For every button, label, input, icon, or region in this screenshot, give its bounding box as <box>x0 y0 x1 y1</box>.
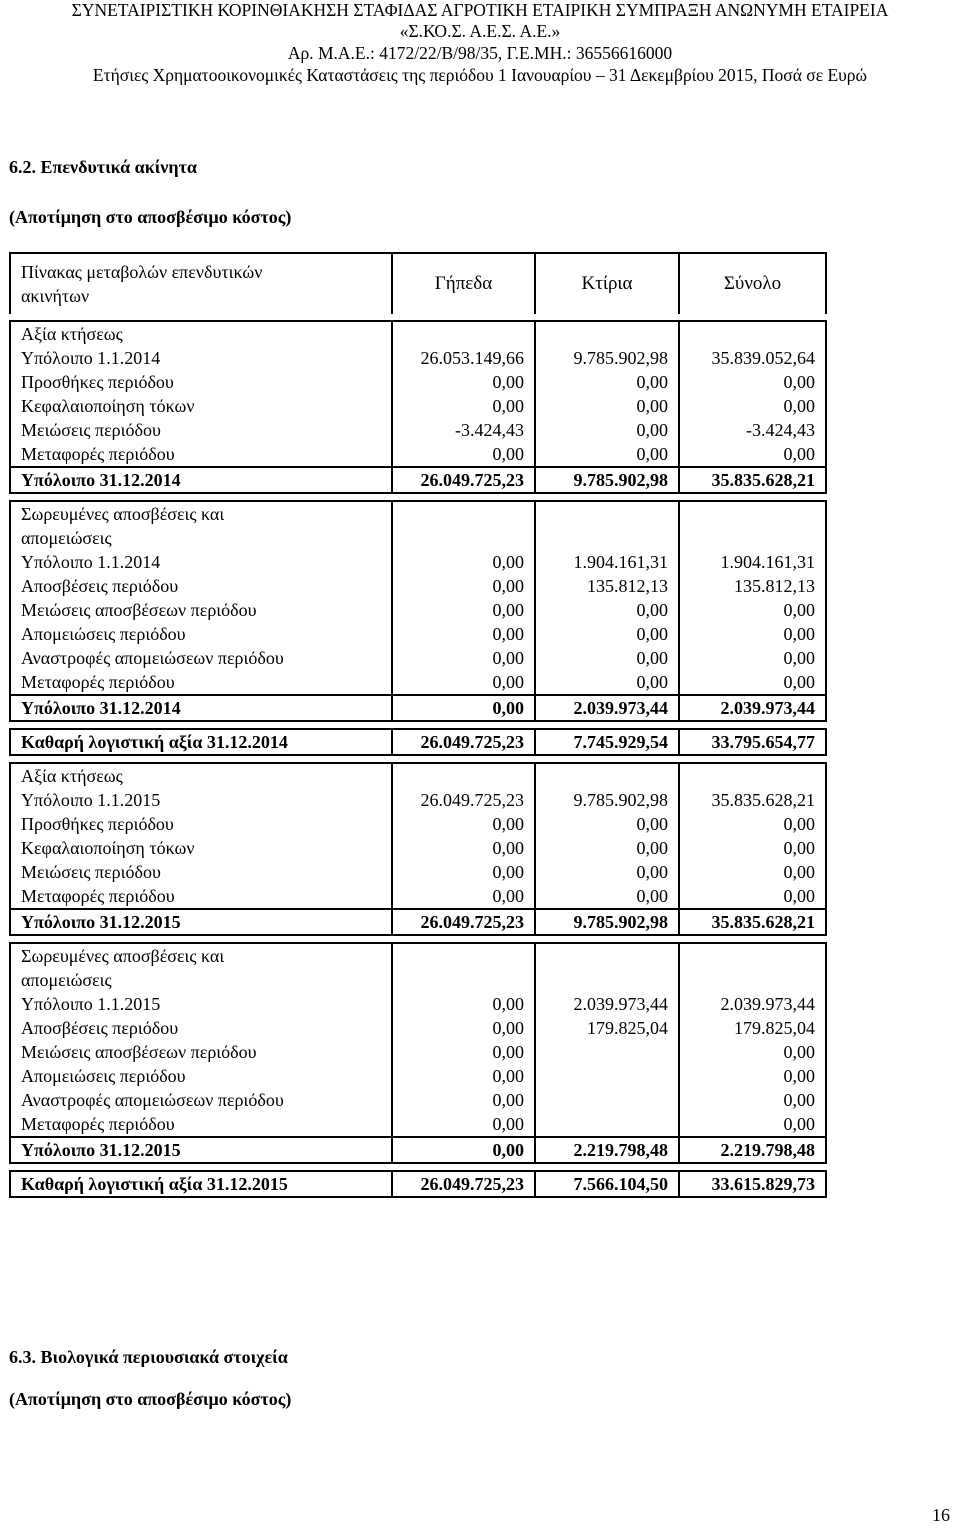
cell-land: 0,00 <box>392 622 535 646</box>
table-row <box>10 763 826 788</box>
cell-total: 0,00 <box>679 622 826 646</box>
row-label: Σωρευμένες αποσβέσεις και <box>10 943 392 968</box>
section-title-investment-property: 6.2. Επενδυτικά ακίνητα <box>9 157 197 177</box>
cell-buildings <box>535 1088 679 1112</box>
cell-total: 2.219.798,48 <box>679 1137 826 1163</box>
investment-property-changes-table <box>9 252 827 1198</box>
table-row <box>10 370 826 394</box>
cell-buildings: 0,00 <box>535 812 679 836</box>
cell-total: 0,00 <box>679 394 826 418</box>
table-row <box>10 884 826 909</box>
cell-buildings <box>535 526 679 550</box>
table-row <box>10 812 826 836</box>
row-label: Μειώσεις αποσβέσεων περιόδου <box>10 598 392 622</box>
company-name-line: ΣΥΝΕΤΑΙΡΙΣΤΙΚΗ ΚΟΡΙΝΘΙΑΚΗΣΗ ΣΤΑΦΙΔΑΣ ΑΓΡΟΤΙΚΗ ΕΤΑΙΡΙΚΗ ΣΥΜΠΡΑΞΗ ΑΝΩΝΥΜΗ ΕΤΑΙΡΕΙΑ <box>71 0 889 20</box>
table-row <box>10 574 826 598</box>
cell-land <box>392 943 535 968</box>
row-label: Κεφαλαιοποίηση τόκων <box>10 394 392 418</box>
row-label: Αναστροφές απομειώσεων περιόδου <box>10 1088 392 1112</box>
cell-land: 26.049.725,23 <box>392 729 535 755</box>
page-number: 16 <box>932 1505 950 1525</box>
cell-total: 35.835.628,21 <box>679 467 826 493</box>
cell-total <box>679 501 826 526</box>
row-label: Κεφαλαιοποίηση τόκων <box>10 836 392 860</box>
table-row <box>10 992 826 1016</box>
cell-land: 0,00 <box>392 370 535 394</box>
cell-land: 0,00 <box>392 836 535 860</box>
cell-buildings: 9.785.902,98 <box>535 788 679 812</box>
row-label: Αναστροφές απομειώσεων περιόδου <box>10 646 392 670</box>
cell-total: 0,00 <box>679 1064 826 1088</box>
cell-land: 0,00 <box>392 1088 535 1112</box>
cell-total: 35.835.628,21 <box>679 788 826 812</box>
cell-buildings: 9.785.902,98 <box>535 467 679 493</box>
cell-total: 33.615.829,73 <box>679 1171 826 1197</box>
cell-total <box>679 943 826 968</box>
cell-total: 35.835.628,21 <box>679 909 826 935</box>
cell-land: 0,00 <box>392 442 535 467</box>
cell-buildings <box>535 1040 679 1064</box>
cell-land <box>392 501 535 526</box>
table-row <box>10 788 826 812</box>
cell-land: 26.049.725,23 <box>392 1171 535 1197</box>
cell-buildings: 2.039.973,44 <box>535 992 679 1016</box>
cell-land: 0,00 <box>392 670 535 695</box>
cell-total: 2.039.973,44 <box>679 992 826 1016</box>
cell-buildings: 2.219.798,48 <box>535 1137 679 1163</box>
cell-total: 0,00 <box>679 884 826 909</box>
cell-buildings: 0,00 <box>535 418 679 442</box>
cell-buildings: 9.785.902,98 <box>535 909 679 935</box>
table-row <box>10 598 826 622</box>
cell-land: 0,00 <box>392 884 535 909</box>
cell-land <box>392 968 535 992</box>
row-label: Σωρευμένες αποσβέσεις και <box>10 501 392 526</box>
cell-buildings <box>535 968 679 992</box>
row-label: Μειώσεις αποσβέσεων περιόδου <box>10 1040 392 1064</box>
cell-buildings <box>535 943 679 968</box>
row-label: Απομειώσεις περιόδου <box>10 1064 392 1088</box>
cell-land: 26.049.725,23 <box>392 788 535 812</box>
cell-land <box>392 526 535 550</box>
table-row <box>10 1040 826 1064</box>
cell-total: 0,00 <box>679 1040 826 1064</box>
table-row <box>10 442 826 467</box>
cell-buildings: 0,00 <box>535 370 679 394</box>
cell-buildings <box>535 1064 679 1088</box>
table-row <box>10 418 826 442</box>
cell-land: 26.053.149,66 <box>392 346 535 370</box>
registration-numbers: Αρ. Μ.Α.Ε.: 4172/22/Β/98/35, Γ.Ε.ΜΗ.: 36556616000 <box>287 43 673 63</box>
cell-land: 0,00 <box>392 1040 535 1064</box>
cell-buildings: 7.566.104,50 <box>535 1171 679 1197</box>
table-row <box>10 909 826 935</box>
row-label: Υπόλοιπο 1.1.2015 <box>10 992 392 1016</box>
cell-total: 179.825,04 <box>679 1016 826 1040</box>
cell-land: 0,00 <box>392 550 535 574</box>
cell-land: 0,00 <box>392 394 535 418</box>
table-row <box>10 501 826 526</box>
row-label: Υπόλοιπο 1.1.2014 <box>10 346 392 370</box>
cell-land: 0,00 <box>392 860 535 884</box>
cell-buildings: 1.904.161,31 <box>535 550 679 574</box>
row-label: Καθαρή λογιστική αξία 31.12.2014 <box>10 729 392 755</box>
cell-land: 0,00 <box>392 574 535 598</box>
cell-buildings: 2.039.973,44 <box>535 695 679 721</box>
cell-total <box>679 321 826 346</box>
section-title-biological-assets: 6.3. Βιολογικά περιουσιακά στοιχεία <box>9 1347 288 1367</box>
row-label: Καθαρή λογιστική αξία 31.12.2015 <box>10 1171 392 1197</box>
cell-total: 0,00 <box>679 598 826 622</box>
section-subtitle-valuation-2: (Αποτίμηση στο αποσβέσιμο κόστος) <box>9 1389 292 1409</box>
cell-buildings: 0,00 <box>535 860 679 884</box>
column-header-buildings: Κτίρια <box>535 253 679 314</box>
cell-land: 0,00 <box>392 1016 535 1040</box>
table-row <box>10 321 826 346</box>
row-label: Αξία κτήσεως <box>10 321 392 346</box>
table-row <box>10 394 826 418</box>
cell-total: 33.795.654,77 <box>679 729 826 755</box>
cell-total <box>679 526 826 550</box>
cell-total: 0,00 <box>679 646 826 670</box>
cell-total <box>679 763 826 788</box>
table-row <box>10 346 826 370</box>
row-label: Υπόλοιπο 1.1.2014 <box>10 550 392 574</box>
cell-buildings <box>535 763 679 788</box>
cell-buildings: 0,00 <box>535 622 679 646</box>
table-row <box>10 860 826 884</box>
row-label: Προσθήκες περιόδου <box>10 812 392 836</box>
cell-total: 0,00 <box>679 836 826 860</box>
table-row <box>10 1064 826 1088</box>
row-label: Μεταφορές περιόδου <box>10 884 392 909</box>
row-label: Μειώσεις περιόδου <box>10 860 392 884</box>
column-header-land: Γήπεδα <box>392 253 535 314</box>
table-row <box>10 622 826 646</box>
cell-buildings: 9.785.902,98 <box>535 346 679 370</box>
cell-land: 0,00 <box>392 992 535 1016</box>
row-label: Υπόλοιπο 31.12.2014 <box>10 695 392 721</box>
company-short-name: «Σ.ΚΟ.Σ. Α.Ε.Σ. Α.Ε.» <box>399 21 561 41</box>
table-row <box>10 943 826 968</box>
cell-total: 0,00 <box>679 370 826 394</box>
section-subtitle-valuation: (Αποτίμηση στο αποσβέσιμο κόστος) <box>9 207 292 227</box>
table-row <box>10 1171 826 1197</box>
cell-land: 0,00 <box>392 598 535 622</box>
row-label: Μεταφορές περιόδου <box>10 1112 392 1137</box>
cell-buildings <box>535 1112 679 1137</box>
table-header-label: Πίνακας μεταβολών επενδυτικών ακινήτων <box>10 253 392 314</box>
table-row <box>10 695 826 721</box>
row-label: Αποσβέσεις περιόδου <box>10 1016 392 1040</box>
cell-land: 0,00 <box>392 812 535 836</box>
cell-land: 26.049.725,23 <box>392 909 535 935</box>
cell-land: 0,00 <box>392 1112 535 1137</box>
cell-buildings: 0,00 <box>535 646 679 670</box>
cell-total: 0,00 <box>679 1112 826 1137</box>
cell-land: 26.049.725,23 <box>392 467 535 493</box>
table-row <box>10 670 826 695</box>
row-label: Υπόλοιπο 1.1.2015 <box>10 788 392 812</box>
cell-buildings: 7.745.929,54 <box>535 729 679 755</box>
cell-land: 0,00 <box>392 646 535 670</box>
column-header-total: Σύνολο <box>679 253 826 314</box>
cell-total: -3.424,43 <box>679 418 826 442</box>
cell-buildings: 179.825,04 <box>535 1016 679 1040</box>
cell-total: 1.904.161,31 <box>679 550 826 574</box>
cell-land: -3.424,43 <box>392 418 535 442</box>
row-label: Αποσβέσεις περιόδου <box>10 574 392 598</box>
cell-buildings: 0,00 <box>535 884 679 909</box>
cell-buildings: 0,00 <box>535 442 679 467</box>
row-label: Υπόλοιπο 31.12.2015 <box>10 909 392 935</box>
cell-buildings: 0,00 <box>535 598 679 622</box>
cell-total: 135.812,13 <box>679 574 826 598</box>
row-label: Αξία κτήσεως <box>10 763 392 788</box>
table-row <box>10 1088 826 1112</box>
cell-land <box>392 321 535 346</box>
table-row <box>10 526 826 550</box>
cell-land: 0,00 <box>392 695 535 721</box>
cell-total <box>679 968 826 992</box>
cell-total: 0,00 <box>679 860 826 884</box>
cell-buildings: 0,00 <box>535 394 679 418</box>
cell-total: 0,00 <box>679 812 826 836</box>
table-row <box>10 1112 826 1137</box>
report-period-line: Ετήσιες Χρηματοοικονομικές Καταστάσεις της περιόδου 1 Ιανουαρίου – 31 Δεκεμβρίου 2015, Ποσά σε Ευρώ <box>92 65 868 85</box>
table-row <box>10 646 826 670</box>
cell-buildings <box>535 501 679 526</box>
cell-total: 0,00 <box>679 442 826 467</box>
cell-buildings: 0,00 <box>535 670 679 695</box>
cell-total: 0,00 <box>679 1088 826 1112</box>
row-label: Μεταφορές περιόδου <box>10 670 392 695</box>
row-label: Μεταφορές περιόδου <box>10 442 392 467</box>
row-label: Υπόλοιπο 31.12.2014 <box>10 467 392 493</box>
table-row <box>10 467 826 493</box>
cell-land: 0,00 <box>392 1137 535 1163</box>
row-label: Μειώσεις περιόδου <box>10 418 392 442</box>
cell-buildings: 135.812,13 <box>535 574 679 598</box>
cell-buildings <box>535 321 679 346</box>
table-row <box>10 729 826 755</box>
table-row <box>10 968 826 992</box>
cell-buildings: 0,00 <box>535 836 679 860</box>
table-row <box>10 550 826 574</box>
row-label: Προσθήκες περιόδου <box>10 370 392 394</box>
cell-total: 0,00 <box>679 670 826 695</box>
cell-total: 2.039.973,44 <box>679 695 826 721</box>
table-row <box>10 1016 826 1040</box>
cell-land: 0,00 <box>392 1064 535 1088</box>
cell-land <box>392 763 535 788</box>
cell-total: 35.839.052,64 <box>679 346 826 370</box>
table-row <box>10 836 826 860</box>
table-row <box>10 1137 826 1163</box>
row-label: Απομειώσεις περιόδου <box>10 622 392 646</box>
row-label: Υπόλοιπο 31.12.2015 <box>10 1137 392 1163</box>
row-label: απομειώσεις <box>10 526 392 550</box>
row-label: απομειώσεις <box>10 968 392 992</box>
